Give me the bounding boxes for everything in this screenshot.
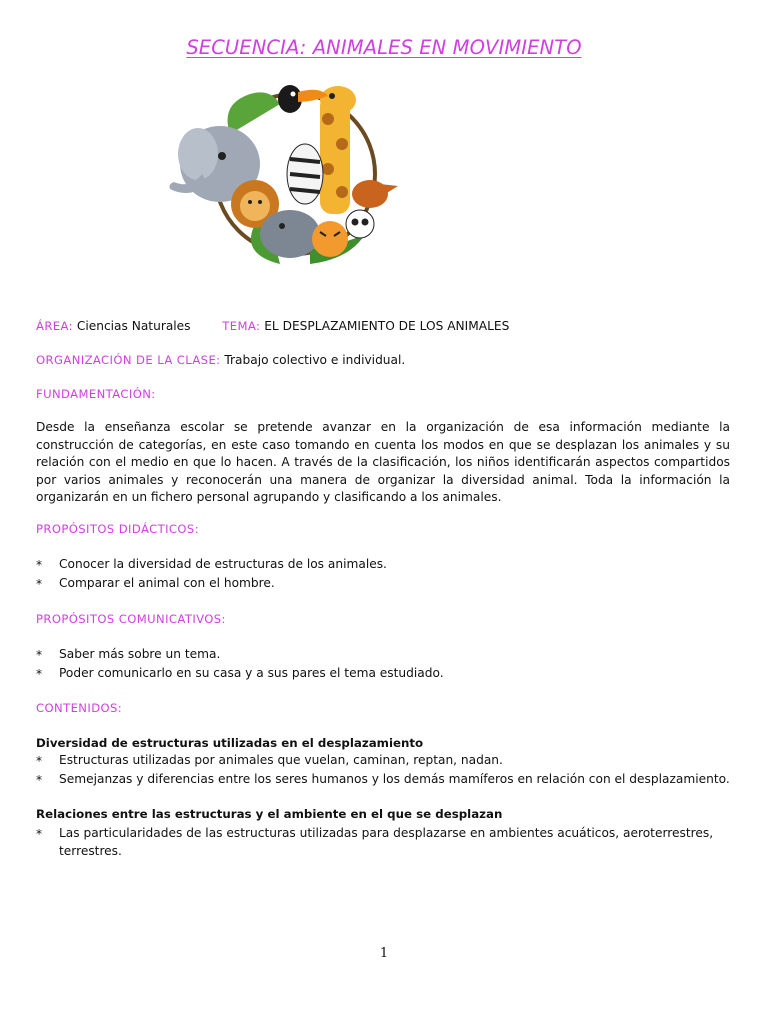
tiger-icon — [312, 221, 348, 257]
hippo-icon — [260, 210, 320, 258]
organizacion-line — [36, 352, 405, 369]
list-item: * Estructuras utilizadas por animales que vuelan, caminan, reptan, nadan. — [36, 751, 736, 770]
fox-icon — [352, 180, 398, 208]
list-item: * Semejanzas y diferencias entre los seres humanos y los demás mamíferos en relación con el desplazamiento. — [36, 770, 736, 789]
jungle-animals-illustration — [160, 74, 410, 274]
zebra-icon — [287, 144, 323, 204]
propositos-didacticos-list — [36, 555, 736, 593]
organizacion-value: Trabajo colectivo e individual. — [224, 353, 406, 367]
tema-label: TEMA: — [222, 319, 261, 333]
leaf-shape — [228, 92, 281, 134]
contenidos-group1-title: Diversidad de estructuras utilizadas en el desplazamiento — [36, 736, 424, 750]
fundamentacion-text: Desde la enseñanza escolar se pretende avanzar en la organización de esa información mediante la construcción de categorías, en este caso tomando en cuenta los modos en que se desplazan los animales y su relación con el medio en que lo hacen. A través de la clasificación, los niños identificarán aspectos compartidos por varios animales y reconocerán una manera de organizar la diversidad animal. Toda la información la organizarán en un fichero personal agrupando y clasificando a los animales. — [36, 420, 730, 504]
organizacion-label: ORGANIZACIÓN DE LA CLASE: — [36, 353, 221, 367]
fundamentacion-heading: FUNDAMENTACIÓN: — [36, 387, 156, 401]
propositos-comunicativos-list — [36, 645, 736, 683]
list-item: * Comparar el animal con el hombre. — [36, 574, 736, 593]
list-item: * Conocer la diversidad de estructuras de los animales. — [36, 555, 736, 574]
contenidos-heading: CONTENIDOS: — [36, 701, 123, 715]
contenidos-group1-list — [36, 751, 736, 789]
page-number: 1 — [379, 946, 389, 961]
list-item: * Las particularidades de las estructuras utilizadas para desplazarse en ambientes acuáticos, aeroterrestres, terrestres. — [36, 824, 726, 860]
contenidos-group2-title: Relaciones entre las estructuras y el ambiente en el que se desplazan — [36, 807, 503, 821]
list-item: * Poder comunicarlo en su casa y a sus pares el tema estudiado. — [36, 664, 736, 683]
propositos-comunicativos-heading: PROPÓSITOS COMUNICATIVOS: — [36, 612, 226, 626]
area-tema-line — [36, 318, 509, 335]
giraffe-icon — [320, 86, 356, 214]
tema-value: EL DESPLAZAMIENTO DE LOS ANIMALES — [264, 319, 510, 333]
contenidos-group2-list — [36, 824, 726, 860]
area-label: ÁREA: — [36, 319, 73, 333]
panda-icon — [346, 210, 374, 238]
area-value: Ciencias Naturales — [76, 319, 191, 333]
document-title: SECUENCIA: ANIMALES EN MOVIMIENTO — [186, 36, 582, 59]
propositos-didacticos-heading: PROPÓSITOS DIDÁCTICOS: — [36, 522, 199, 536]
list-item: * Saber más sobre un tema. — [36, 645, 736, 664]
